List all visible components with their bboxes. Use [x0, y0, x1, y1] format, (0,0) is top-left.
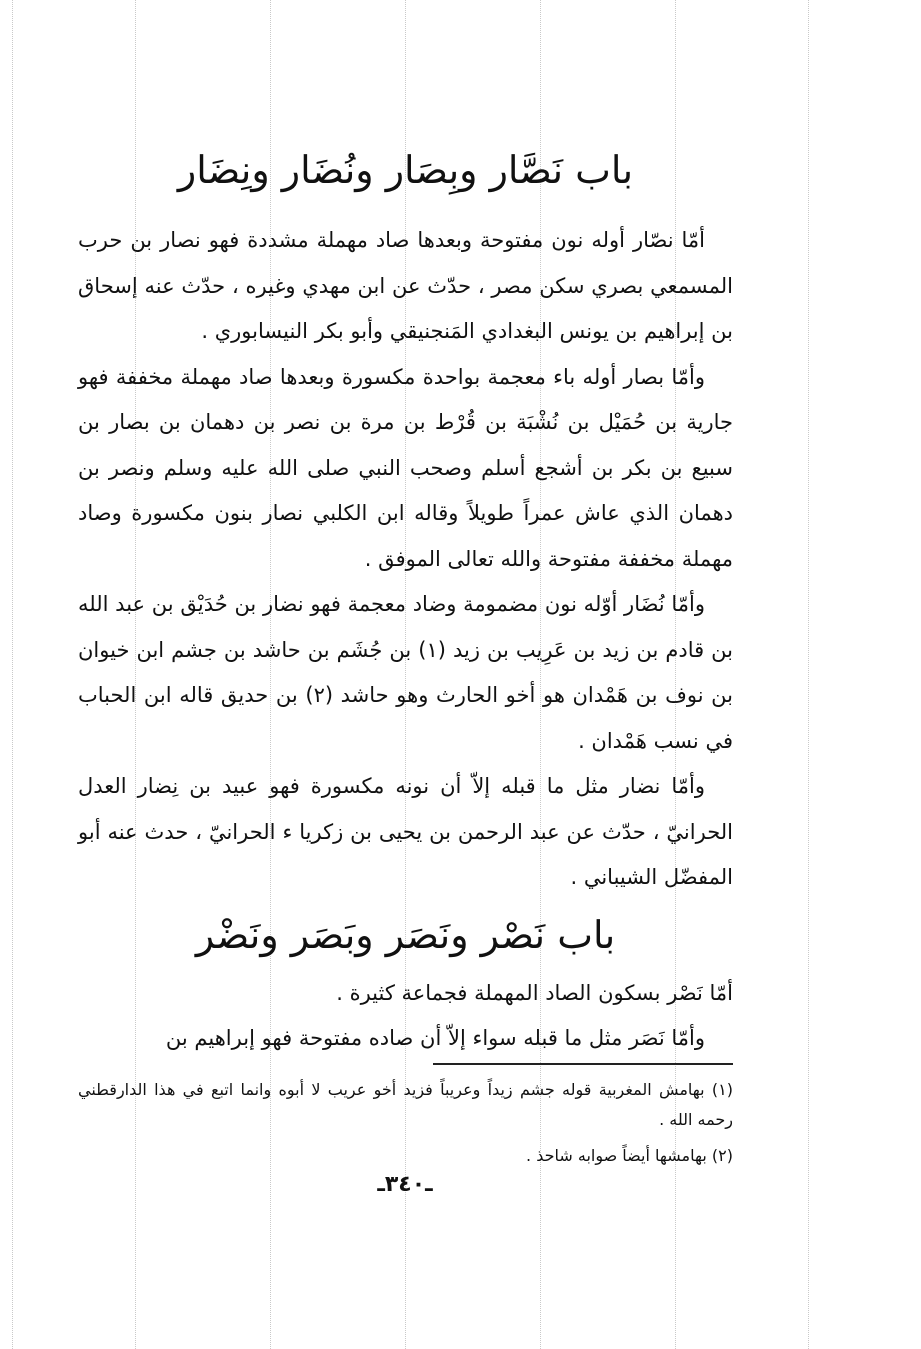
- paragraph: أمّا نَصْر بسكون الصاد المهملة فجماعة كثيرة .: [336, 980, 733, 1005]
- page-number: ـ٣٤٠ـ: [377, 1172, 433, 1197]
- paragraph: وأمّا نَصَر مثل ما قبله سواء إلاّ أن صاده مفتوحة فهو إبراهيم بن: [165, 1026, 705, 1050]
- paragraph: وأمّا نضار مثل ما قبله إلاّ أن نونه مكسورة فهو عبيد بن نِضار العدل الحرانيّ ، حدّث عن عبد الرحمن بن يحيى بن زكريا ء الحرانيّ ، حدث عنه أبو المفضّل الشيباني .: [78, 774, 733, 889]
- footnote-divider: [433, 1063, 733, 1065]
- footnote: (١) بهامش المغربية قوله جشم زيداً وعريباً فزيد أخو عريب لا أبوه وانما اتبع في هذا الدارقطني رحمه الله .: [78, 1080, 733, 1129]
- paragraph: وأمّا نُضَار أوّله نون مضمومة وضاد معجمة فهو نضار بن حُدَيْق بن عبد الله بن قادم بن زيد بن عَرِيب بن زيد (١) بن جُشَم بن حاشد بن جشم ابن خيوان بن نوف بن هَمْدان هو أخو الحارث وهو حاشد (٢) بن حديق قاله ابن الحباب في نسب هَمْدان .: [78, 592, 733, 753]
- chapter-heading: باب نَصَّار وبِصَار ونُضَار ونِضَار: [177, 148, 634, 192]
- footnotes: [78, 1075, 733, 1171]
- scan-guide-line: [808, 0, 809, 1349]
- paragraph: وأمّا بصار أوله باء معجمة بواحدة مكسورة وبعدها صاد مهملة مخففة فهو جارية بن حُمَيْل بن نُشْبَة بن قُرْط بن مرة بن نصر بن دهمان بن بصار بن سبيع بن بكر بن أشجع أسلم وصحب النبي صلى الله عليه وسلم ونصر بن دهمان الذي عاش عمراً طويلاً وقاله ابن الكلبي نصار بنون مكسورة وصاد مهملة مخففة مفتوحة والله تعالى الموفق .: [78, 364, 733, 571]
- paragraph: أمّا نصّار أوله نون مفتوحة وبعدها صاد مهملة مشددة فهو نصار بن حرب المسمعي بصري سكن مصر ، حدّث عن ابن مهدي وغيره ، حدّث عنه إسحاق بن إبراهيم بن يونس البغدادي المَنجنيقي وأبو بكر النيسابوري .: [78, 228, 733, 343]
- chapter-heading: باب نَصْر ونَصَر وبَصَر ونَضْر: [195, 912, 616, 957]
- main-text: [78, 140, 733, 1062]
- scan-guide-line: [12, 0, 13, 1349]
- footnote: (٢) بهامشها أيضاً صوابه شاحذ .: [526, 1146, 733, 1165]
